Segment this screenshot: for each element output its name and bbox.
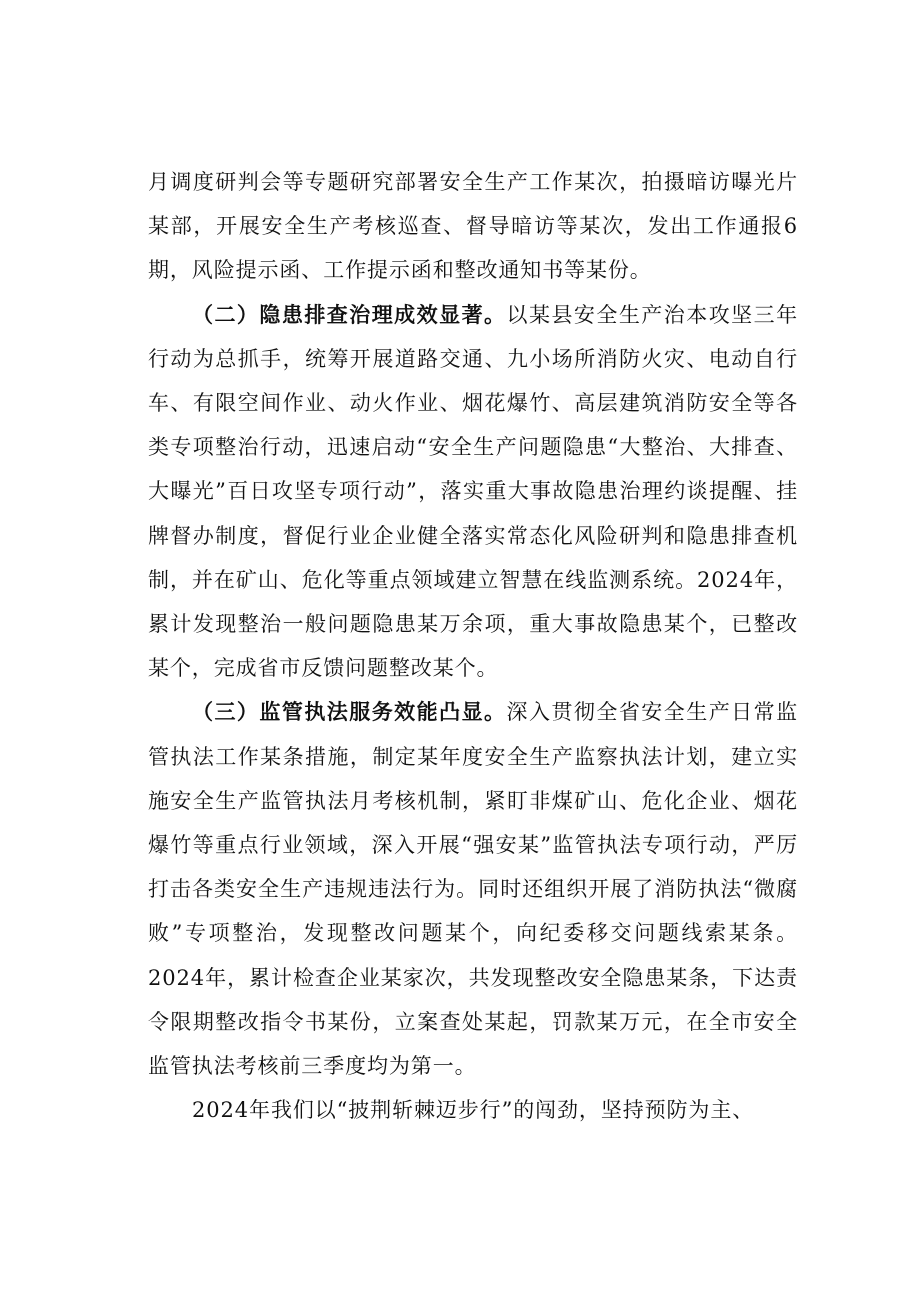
paragraph-text: 以某县安全生产治本攻坚三年行动为总抓手，统筹开展道路交通、九小场所消防火灾、电动自行车、有限空间作业、动火作业、烟花爆竹、高层建筑消防安全等各类专项整治行动，迅速启动“安全生产问题隐患“大整治、大排查、大曝光”百日攻坚专项行动”，落实重大事故隐患治理约谈提醒、挂牌督办制度，督促行业企业健全落实常态化风险研判和隐患排查机制，并在矿山、危化等重点领域建立智慧在线监测系统。2024年，累计发现整治一般问题隐患某万余项，重大事故隐患某个，已整改某个，完成省市反馈问题整改某个。 (148, 302, 798, 681)
paragraph-continuation (148, 160, 798, 293)
paragraph-text: 深入贯彻全省安全生产日常监管执法工作某条措施，制定某年度安全生产监察执法计划，建立实施安全生产监管执法月考核机制，紧盯非煤矿山、危化企业、烟花爆竹等重点行业领域，深入开展“强安某”监管执法专项行动，严厉打击各类安全生产违规违法行为。同时还组织开展了消防执法“微腐败”专项整治，发现整改问题某个，向纪委移交问题线索某条。2024年，累计检查企业某家次，共发现整改安全隐患某条，下达责令限期整改指令书某份，立案查处某起，罚款某万元，在全市安全监管执法考核前三季度均为第一。 (148, 700, 798, 1079)
section-heading-2: （二）隐患排查治理成效显著。 (192, 301, 507, 327)
paragraph-text: 2024年我们以“披荆斩棘迈步行”的闯劲，坚持预防为主、 (192, 1098, 755, 1123)
section-heading-3: （三）监管执法服务效能凸显。 (192, 699, 507, 725)
document-body (148, 160, 798, 1132)
paragraph-supervision-enforcement (148, 690, 798, 1088)
paragraph-summary-2024 (148, 1088, 798, 1132)
paragraph-hazard-inspection (148, 293, 798, 691)
paragraph-text: 月调度研判会等专题研究部署安全生产工作某次，拍摄暗访曝光片某部，开展安全生产考核巡查、督导暗访等某次，发出工作通报6期，风险提示函、工作提示函和整改通知书等某份。 (148, 170, 798, 283)
